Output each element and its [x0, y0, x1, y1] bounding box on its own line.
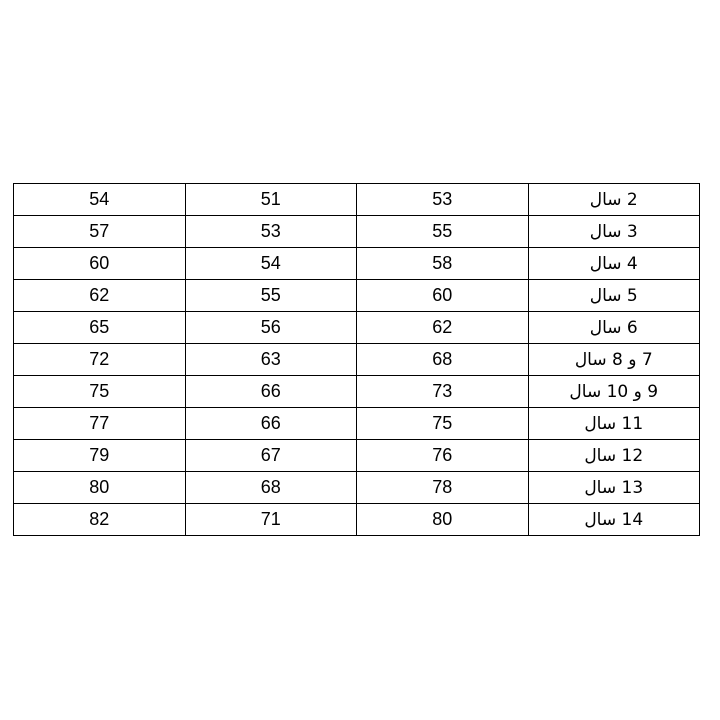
- table-cell: 79: [14, 440, 186, 472]
- table-cell: 57: [14, 216, 186, 248]
- table-cell: 72: [14, 344, 186, 376]
- age-cell: 6 سال: [528, 312, 700, 344]
- age-cell: 9 و 10 سال: [528, 376, 700, 408]
- table-row: [14, 248, 700, 280]
- table-cell: 58: [357, 248, 529, 280]
- table-cell: 65: [14, 312, 186, 344]
- table-cell: 62: [357, 312, 529, 344]
- age-cell: 14 سال: [528, 504, 700, 536]
- table-row: [14, 280, 700, 312]
- table-cell: 75: [14, 376, 186, 408]
- table-cell: 68: [357, 344, 529, 376]
- table-cell: 66: [185, 408, 357, 440]
- table-cell: 75: [357, 408, 529, 440]
- age-cell: 3 سال: [528, 216, 700, 248]
- table-cell: 55: [357, 216, 529, 248]
- age-cell: 11 سال: [528, 408, 700, 440]
- table-cell: 77: [14, 408, 186, 440]
- table-cell: 78: [357, 472, 529, 504]
- table-cell: 60: [357, 280, 529, 312]
- table-cell: 80: [357, 504, 529, 536]
- table-cell: 62: [14, 280, 186, 312]
- table-row: [14, 440, 700, 472]
- table-cell: 82: [14, 504, 186, 536]
- age-cell: 7 و 8 سال: [528, 344, 700, 376]
- age-cell: 4 سال: [528, 248, 700, 280]
- table-cell: 67: [185, 440, 357, 472]
- age-cell: 5 سال: [528, 280, 700, 312]
- table-row: [14, 312, 700, 344]
- table-cell: 80: [14, 472, 186, 504]
- table-cell: 60: [14, 248, 186, 280]
- age-cell: 13 سال: [528, 472, 700, 504]
- table-cell: 68: [185, 472, 357, 504]
- table-row: [14, 472, 700, 504]
- table-row: [14, 184, 700, 216]
- table-cell: 53: [357, 184, 529, 216]
- table-cell: 51: [185, 184, 357, 216]
- table-cell: 66: [185, 376, 357, 408]
- size-chart-table: [13, 183, 700, 536]
- table-row: [14, 376, 700, 408]
- table-row: [14, 344, 700, 376]
- table-cell: 54: [14, 184, 186, 216]
- table-cell: 54: [185, 248, 357, 280]
- table-cell: 63: [185, 344, 357, 376]
- table-row: [14, 216, 700, 248]
- table-cell: 71: [185, 504, 357, 536]
- table-row: [14, 408, 700, 440]
- table-cell: 53: [185, 216, 357, 248]
- age-cell: 2 سال: [528, 184, 700, 216]
- table-cell: 73: [357, 376, 529, 408]
- table-cell: 55: [185, 280, 357, 312]
- table-row: [14, 504, 700, 536]
- table-cell: 76: [357, 440, 529, 472]
- age-cell: 12 سال: [528, 440, 700, 472]
- table-cell: 56: [185, 312, 357, 344]
